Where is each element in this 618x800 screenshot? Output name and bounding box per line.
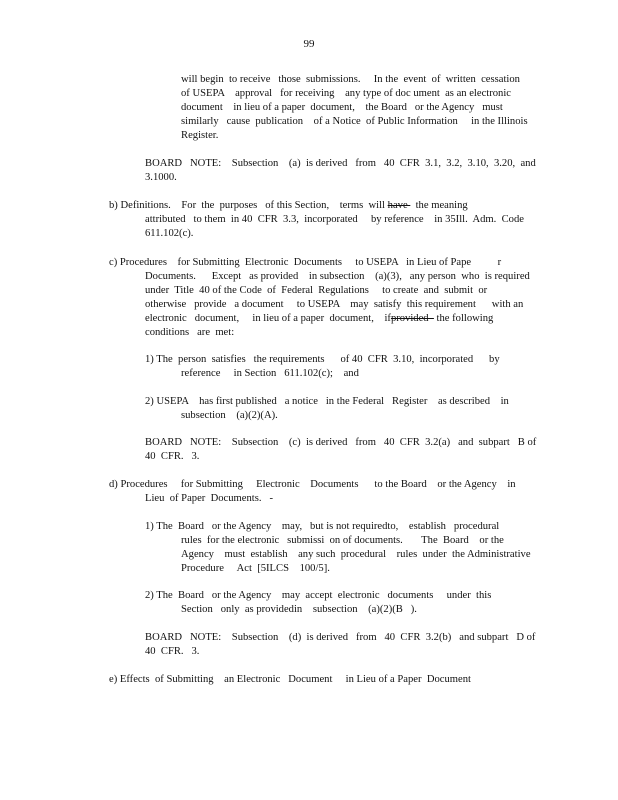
section-c-heading: c) Procedures for Submitting Electronic Documents to USEPA in Lieu of Pape r [109, 257, 502, 268]
board-note-a: BOARD NOTE: Subsection (a) is derived from 40 CFR 3.1, 3.2, 3.10, 3.20, and [145, 158, 536, 169]
text-line: under Title 40 of the Code of Federal Regulations to create and submit or [145, 285, 488, 296]
text-line: conditions are met: [145, 327, 235, 338]
list-item: 2) USEPA has first published a notice in the Federal Register as described in [145, 396, 509, 407]
text-line: of USEPA approval for receiving any type of doc ument as an electronic [181, 88, 511, 99]
board-note-d: 40 CFR. 3. [145, 646, 200, 657]
board-note-c: 40 CFR. 3. [145, 451, 200, 462]
text-run: the following [433, 313, 494, 324]
text-line: Agency must establish any such procedural rules under the Administrative [181, 549, 531, 560]
page-number: 99 [303, 38, 315, 50]
text-line: document in lieu of a paper document, the Board or the Agency must [181, 102, 503, 113]
struck-text: provided [390, 313, 434, 324]
text-line: reference in Section 611.102(c); and [181, 368, 359, 379]
text-line: subsection (a)(2)(A). [181, 410, 278, 421]
text-line: 611.102(c). [145, 228, 194, 239]
text-line: similarly cause publication of a Notice of Public Information in the Illinois [181, 116, 528, 127]
board-note-d: BOARD NOTE: Subsection (d) is derived from 40 CFR 3.2(b) and subpart D of [145, 632, 536, 643]
text-line: will begin to receive those submissions. In the event of written cessation [181, 74, 520, 85]
board-note-c: BOARD NOTE: Subsection (c) is derived from 40 CFR 3.2(a) and subpart B of [145, 437, 537, 448]
text-line: Section only as providedin subsection (a)(2)(B ). [181, 604, 417, 615]
text-line: rules for the electronic submissi on of documents. The Board or the [181, 535, 504, 546]
text-line: Procedure Act [5ILCS 100/5]. [181, 563, 330, 574]
section-b-heading [109, 199, 468, 212]
text-line: Register. [181, 130, 219, 141]
text-line [145, 312, 493, 325]
text-run: electronic document, in lieu of a paper document, if [145, 313, 391, 324]
text-line: Documents. Except as provided in subsection (a)(3), any person who is required [145, 271, 530, 282]
section-d-heading: d) Procedures for Submitting Electronic Documents to the Board or the Agency in [109, 479, 516, 490]
text-line: Lieu of Paper Documents. - [145, 493, 273, 504]
text-line: attributed to them in 40 CFR 3.3, incorporated by reference in 35Ill. Adm. Code [145, 214, 524, 225]
text-run: b) Definitions. For the purposes of this Section, terms will [109, 200, 388, 211]
list-item: 2) The Board or the Agency may accept electronic documents under this [145, 590, 492, 601]
text-run: the meaning [410, 200, 468, 211]
list-item: 1) The person satisfies the requirements of 40 CFR 3.10, incorporated by [145, 354, 500, 365]
struck-text: have [387, 200, 411, 211]
list-item: 1) The Board or the Agency may, but is not requiredto, establish procedural [145, 521, 500, 532]
section-e-heading: e) Effects of Submitting an Electronic Document in Lieu of a Paper Document [109, 674, 471, 685]
board-note-a: 3.1000. [145, 172, 177, 183]
text-line: otherwise provide a document to USEPA may satisfy this requirement with an [145, 299, 524, 310]
